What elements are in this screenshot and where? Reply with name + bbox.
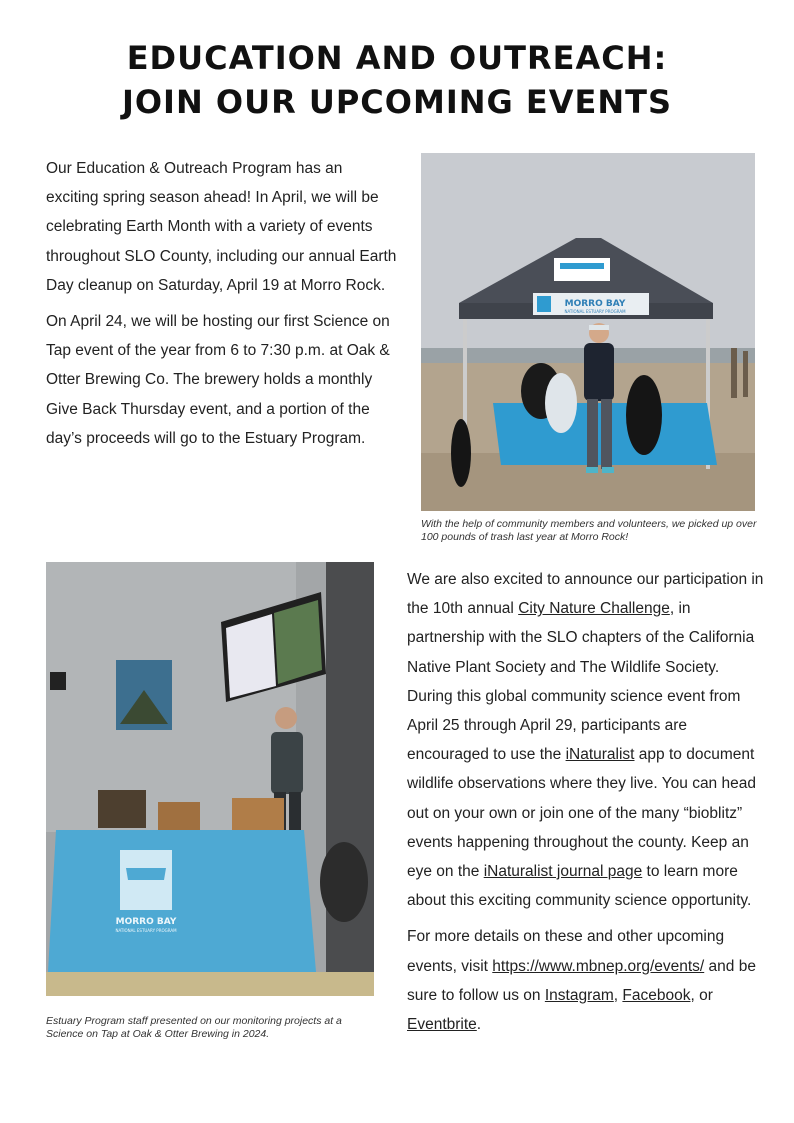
paragraph-city-nature-challenge bbox=[407, 565, 767, 915]
paragraph-earth-month: Our Education & Outreach Program has an exciting spring season ahead! In April, we will be celebrating Earth Month with a variety of events throughout SLO County, including our annual Earth Day cleanup on Saturday, April 19 at Morro Rock. bbox=[46, 160, 397, 294]
title-line-2: JOIN OUR UPCOMING EVENTS bbox=[121, 83, 673, 121]
events-url-link[interactable]: https://www.mbnep.org/events/ bbox=[492, 957, 705, 975]
cleanup-photo-caption: With the help of community members and volunteers, we picked up over 100 pounds of trash last year at Morro Rock! bbox=[421, 518, 757, 543]
text-segment: to learn more about this exciting community science opportunity. bbox=[407, 863, 752, 910]
text-segment: . bbox=[476, 1016, 482, 1034]
canopy-sign-text: MORRO BAY bbox=[564, 299, 626, 309]
facebook-link[interactable]: Facebook bbox=[622, 986, 691, 1004]
text-segment: and be sure to follow us on bbox=[407, 957, 756, 1004]
text-segment: app to document wildlife observations where they live. You can head out on your own or join one of the many “bioblitz” events happening throughout the county. Keep an eye on the bbox=[407, 746, 756, 881]
inaturalist-link[interactable]: iNaturalist bbox=[565, 746, 635, 764]
instagram-link[interactable]: Instagram bbox=[544, 986, 614, 1004]
left-column-text bbox=[46, 154, 398, 460]
eventbrite-link[interactable]: Eventbrite bbox=[407, 1016, 477, 1034]
text-segment: , or bbox=[690, 986, 713, 1004]
text-segment: We are also excited to announce our participation in the 10th annual bbox=[407, 571, 764, 618]
tablecloth-logo-subtext: NATIONAL ESTUARY PROGRAM bbox=[115, 928, 177, 933]
right-column-text bbox=[407, 565, 767, 1046]
page-title bbox=[0, 36, 794, 124]
city-nature-challenge-link[interactable]: City Nature Challenge bbox=[518, 600, 670, 618]
text-segment: For more details on these and other upcoming events, visit bbox=[407, 928, 725, 975]
paragraph-science-on-tap: On April 24, we will be hosting our first Science on Tap event of the year from 6 to 7:30 p.m. at Oak & Otter Brewing Co. The brewery holds a monthly Give Back Thursday event, and a portion of the day’s proceeds will go to the Estuary Program. bbox=[46, 313, 390, 447]
text-segment: , in partnership with the SLO chapters of the California Native Plant Society and The Wildlife Society. During this global community science event from April 25 through April 29, participants are encouraged to use the bbox=[407, 600, 755, 764]
canopy-logo-sign bbox=[554, 258, 610, 281]
cleanup-photo bbox=[421, 153, 755, 511]
science-on-tap-photo bbox=[46, 562, 374, 996]
title-line-1: EDUCATION AND OUTREACH: bbox=[126, 39, 668, 77]
inaturalist-journal-link[interactable]: iNaturalist journal page bbox=[483, 863, 643, 881]
text-segment: , bbox=[613, 986, 623, 1004]
paragraph-more-details bbox=[407, 922, 767, 1039]
tablecloth-logo-text: MORRO BAY bbox=[115, 917, 177, 927]
science-on-tap-caption: Estuary Program staff presented on our monitoring projects at a Science on Tap at Oak & Otter Brewing in 2024. bbox=[46, 1015, 342, 1040]
canopy-subsign-text: NATIONAL ESTUARY PROGRAM bbox=[564, 309, 626, 314]
